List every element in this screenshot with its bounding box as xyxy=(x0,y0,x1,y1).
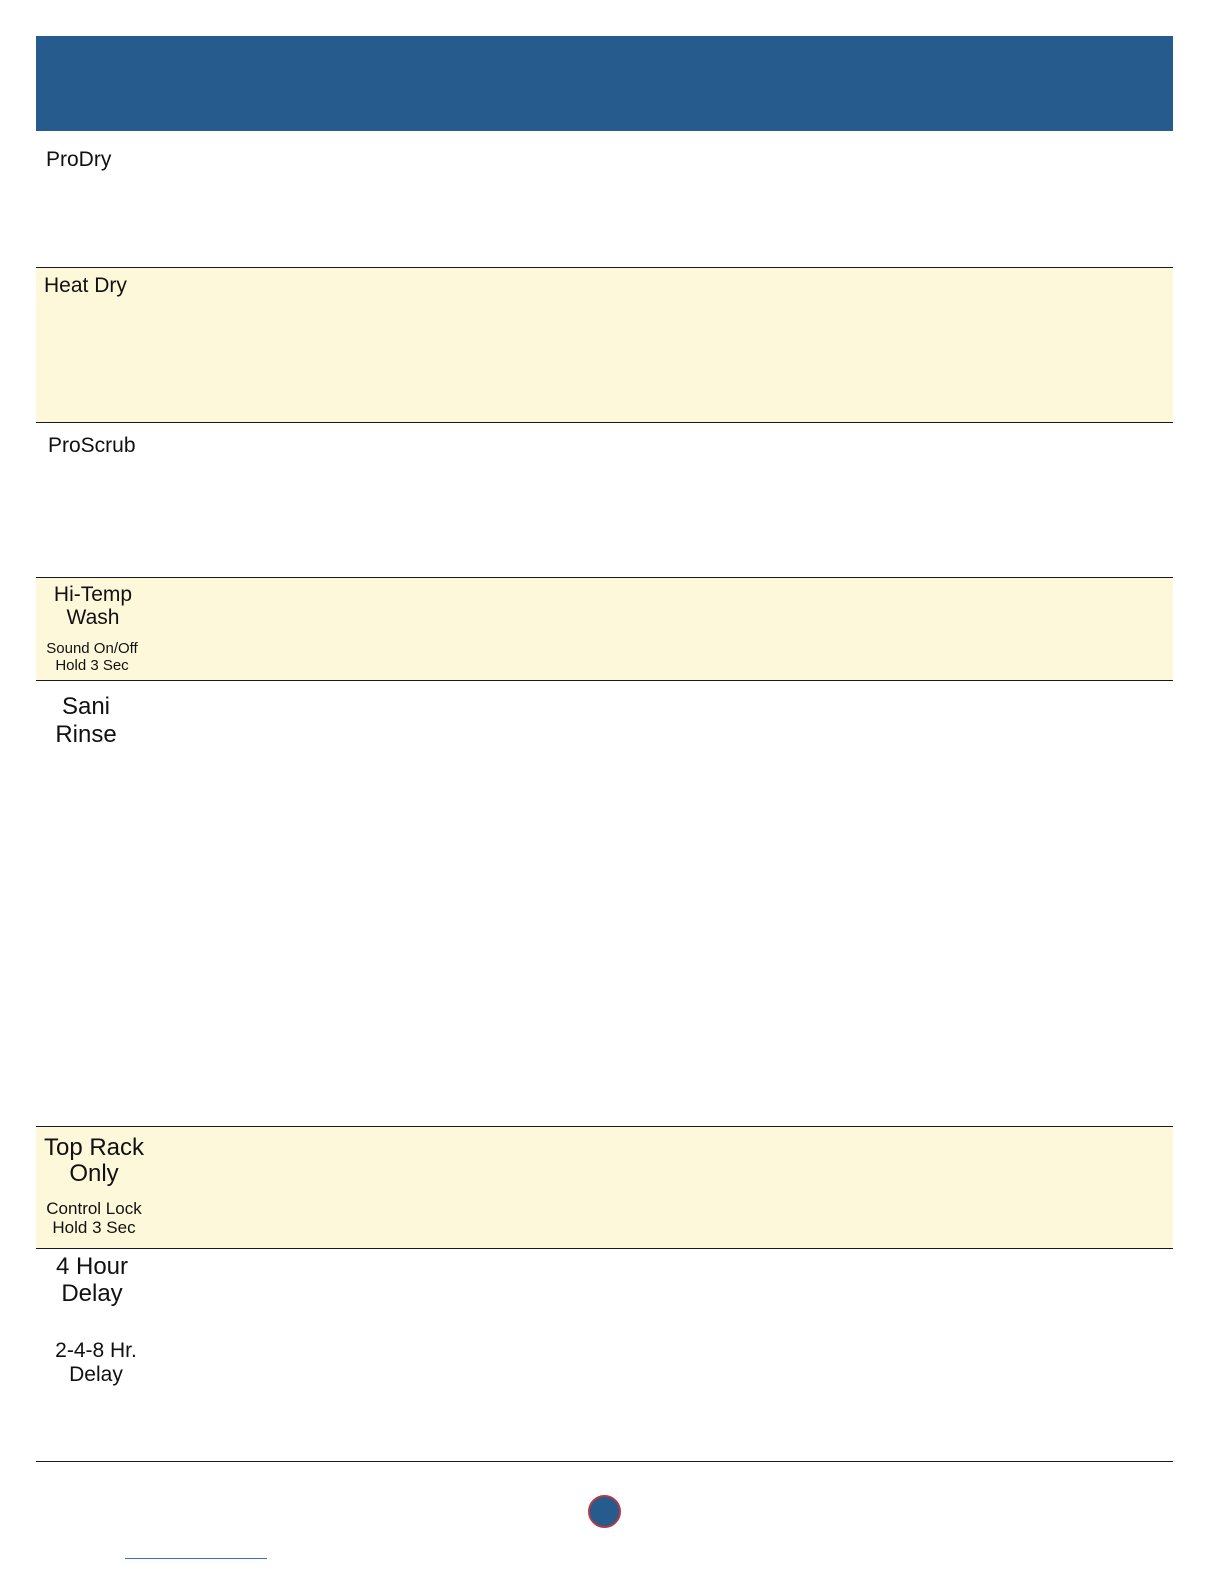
row-label-hi-temp-wash-line2: Wash xyxy=(66,606,120,629)
row-label-delay-line1: 4 Hour xyxy=(55,1253,129,1280)
row-hi-temp-wash xyxy=(36,578,1173,680)
row-label-top-rack-only-line2: Only xyxy=(69,1160,119,1187)
row-label-proscrub: ProScrub xyxy=(48,434,136,457)
row-label-hi-temp-wash-line1: Hi-Temp xyxy=(53,583,133,606)
row-label-top-rack-only-line1: Top Rack xyxy=(43,1134,145,1161)
row-label-prodry: ProDry xyxy=(46,148,112,171)
row-prodry xyxy=(36,131,1173,267)
row-sublabel-sound-toggle-line1: Sound On/Off xyxy=(46,640,138,657)
row-label-delay-line2: Delay xyxy=(61,1280,123,1307)
row-heat-dry xyxy=(36,268,1173,422)
row-sublabel-control-lock-line1: Control Lock xyxy=(46,1199,142,1218)
row-label-delay-alt-line2: Delay xyxy=(69,1363,123,1386)
header-band xyxy=(36,36,1173,131)
row-delay xyxy=(36,1249,1173,1461)
row-proscrub xyxy=(36,423,1173,577)
row-top-rack-only xyxy=(36,1127,1173,1248)
row-sublabel-control-lock-line2: Hold 3 Sec xyxy=(52,1218,136,1237)
row-label-sani-rinse-line2: Rinse xyxy=(55,721,117,748)
row-label-sani-rinse-line1: Sani xyxy=(61,693,111,720)
row-sani-rinse xyxy=(36,681,1173,1126)
row-label-heat-dry: Heat Dry xyxy=(44,274,127,297)
page-number-badge xyxy=(588,1495,621,1528)
row-label-delay-alt-line1: 2-4-8 Hr. xyxy=(55,1339,137,1362)
table-bottom-rule xyxy=(36,1461,1173,1462)
row-sublabel-sound-toggle-line2: Hold 3 Sec xyxy=(55,657,129,674)
footer-link-underline xyxy=(125,1558,267,1559)
